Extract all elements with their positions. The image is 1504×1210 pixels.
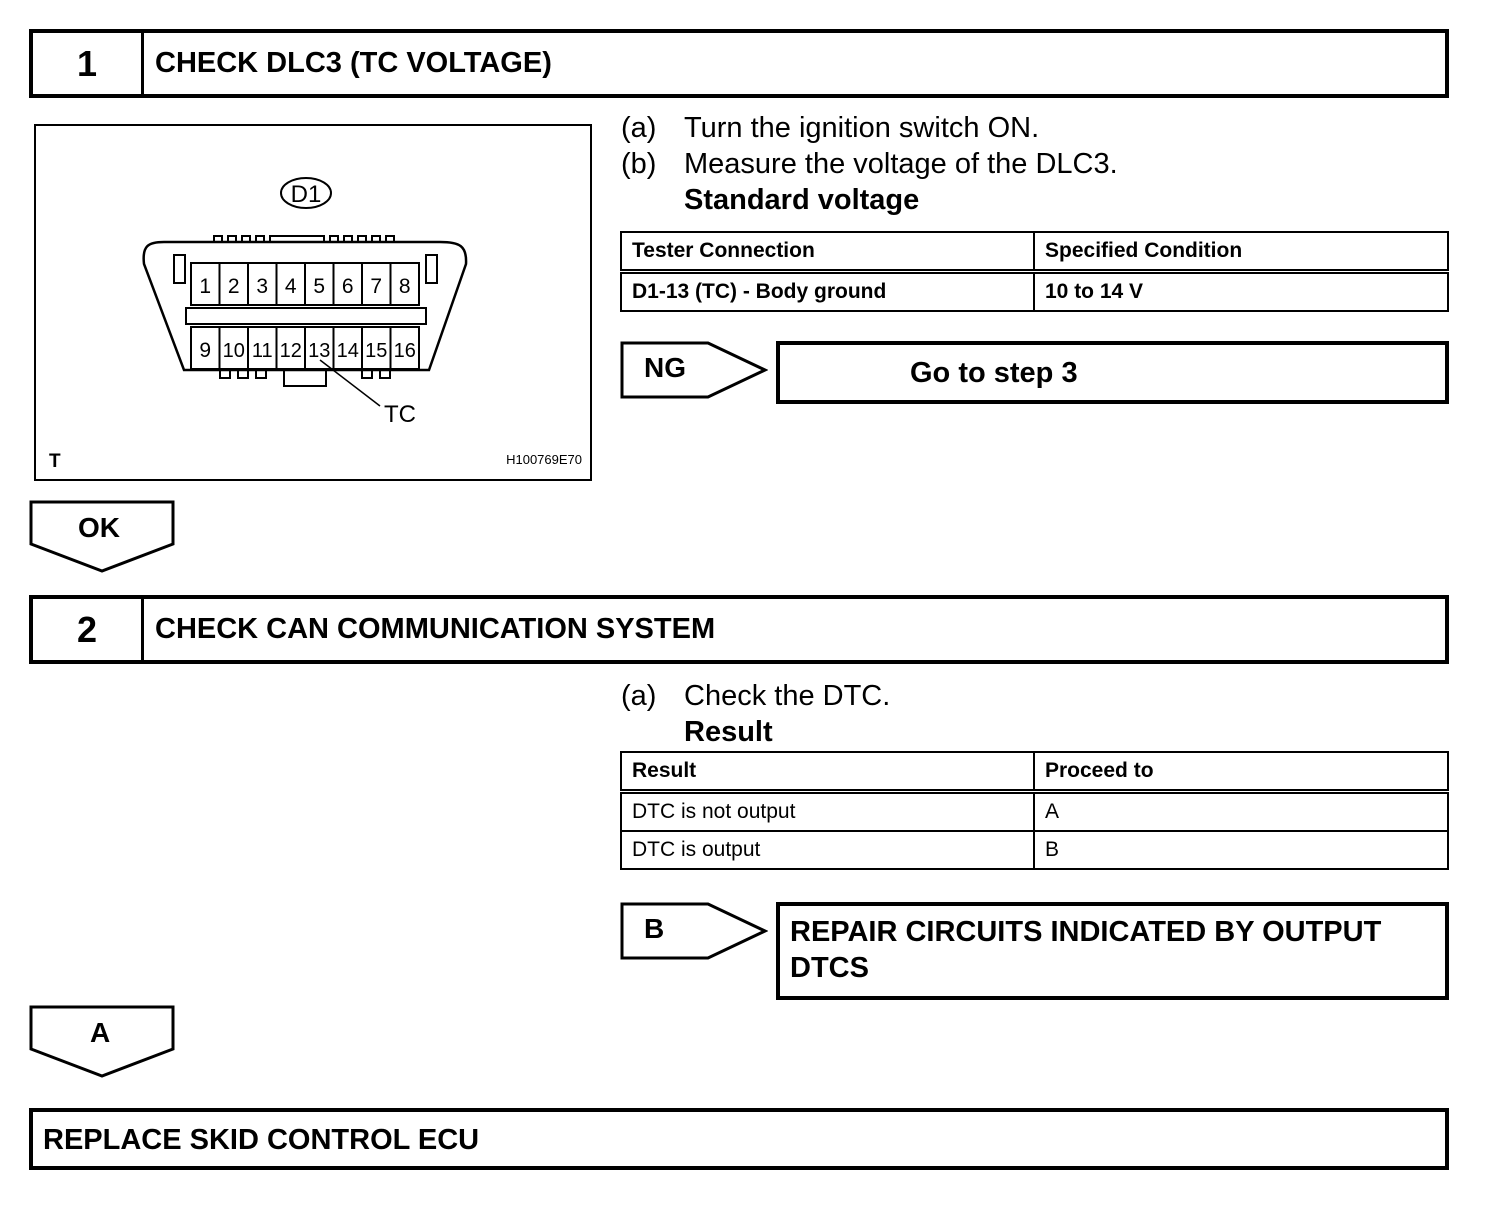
- step-2-header: [29, 595, 1449, 664]
- step-2-number: 2: [33, 599, 144, 660]
- pin-number: 16: [393, 340, 416, 362]
- final-action-box: [29, 1108, 1449, 1170]
- table-cell: D1-13 (TC) - Body ground: [621, 272, 1034, 312]
- pin-number: 3: [256, 275, 269, 298]
- ok-label: OK: [78, 512, 120, 543]
- ng-label: NG: [644, 352, 686, 383]
- pin-number: 2: [227, 275, 240, 298]
- instruction-letter: (b): [621, 148, 657, 180]
- instruction-text: Turn the ignition switch ON.: [684, 112, 1040, 144]
- connector-id-label: D1: [290, 181, 322, 208]
- pin-number: 12: [279, 340, 302, 362]
- pin-number: 10: [222, 340, 245, 362]
- b-action-box: [776, 902, 1449, 1000]
- pin-number: 7: [370, 275, 383, 298]
- table-header-cell: Proceed to: [1034, 752, 1448, 792]
- instruction-text: Measure the voltage of the DLC3.: [684, 148, 1118, 180]
- figure-code: H100769E70: [506, 452, 582, 467]
- b-label: B: [644, 913, 665, 944]
- result-table: [620, 751, 1449, 870]
- table-row: [621, 272, 1448, 312]
- dlc3-connector-diagram: [34, 124, 592, 481]
- pin-number: 13: [308, 340, 331, 362]
- step-1-instructions: [621, 110, 1441, 220]
- table-cell: DTC is not output: [621, 792, 1034, 832]
- instruction-letter: (a): [621, 680, 657, 712]
- table-row: [621, 831, 1448, 869]
- ng-arrow: [620, 341, 768, 399]
- standard-voltage-table: [620, 231, 1449, 312]
- pin-number: 1: [199, 275, 212, 298]
- pin-number: 15: [365, 340, 388, 362]
- tc-pin-label: TC: [384, 401, 416, 428]
- pin-number: 9: [199, 339, 212, 362]
- table-header-cell: Result: [621, 752, 1034, 792]
- pin-number: 4: [284, 275, 297, 298]
- table-cell: DTC is output: [621, 831, 1034, 869]
- table-header-row: [621, 232, 1448, 272]
- pin-number: 11: [251, 340, 273, 362]
- a-label: A: [90, 1017, 111, 1048]
- pin-number: 14: [336, 340, 359, 362]
- table-header-cell: Tester Connection: [621, 232, 1034, 272]
- pin-number: 5: [313, 275, 326, 298]
- standard-voltage-heading: Standard voltage: [684, 184, 920, 216]
- b-arrow: [620, 902, 768, 960]
- instruction-text: Check the DTC.: [684, 680, 891, 712]
- ng-action-text: Go to step 3: [910, 357, 1078, 389]
- table-row: [621, 792, 1448, 832]
- step-2-title: CHECK CAN COMMUNICATION SYSTEM: [155, 613, 716, 645]
- b-action-line-1: REPAIR CIRCUITS INDICATED BY OUTPUT: [790, 916, 1382, 948]
- pin-number: 8: [398, 275, 411, 298]
- pin-number: 6: [341, 275, 354, 298]
- final-action-text: REPLACE SKID CONTROL ECU: [43, 1124, 480, 1156]
- ng-action-box: [776, 341, 1449, 404]
- result-heading: Result: [684, 716, 773, 748]
- b-action-line-2: DTCS: [790, 952, 869, 984]
- step-1-title: CHECK DLC3 (TC VOLTAGE): [155, 47, 552, 79]
- table-cell: 10 to 14 V: [1034, 272, 1448, 312]
- table-header-row: [621, 752, 1448, 792]
- instruction-letter: (a): [621, 112, 657, 144]
- step-1-number: 1: [33, 33, 144, 94]
- table-header-cell: Specified Condition: [1034, 232, 1448, 272]
- table-cell: B: [1034, 831, 1448, 869]
- step-2-instructions: [621, 678, 1441, 750]
- step-1-header: [29, 29, 1449, 98]
- table-cell: A: [1034, 792, 1448, 832]
- diagram-corner-label: T: [49, 451, 61, 472]
